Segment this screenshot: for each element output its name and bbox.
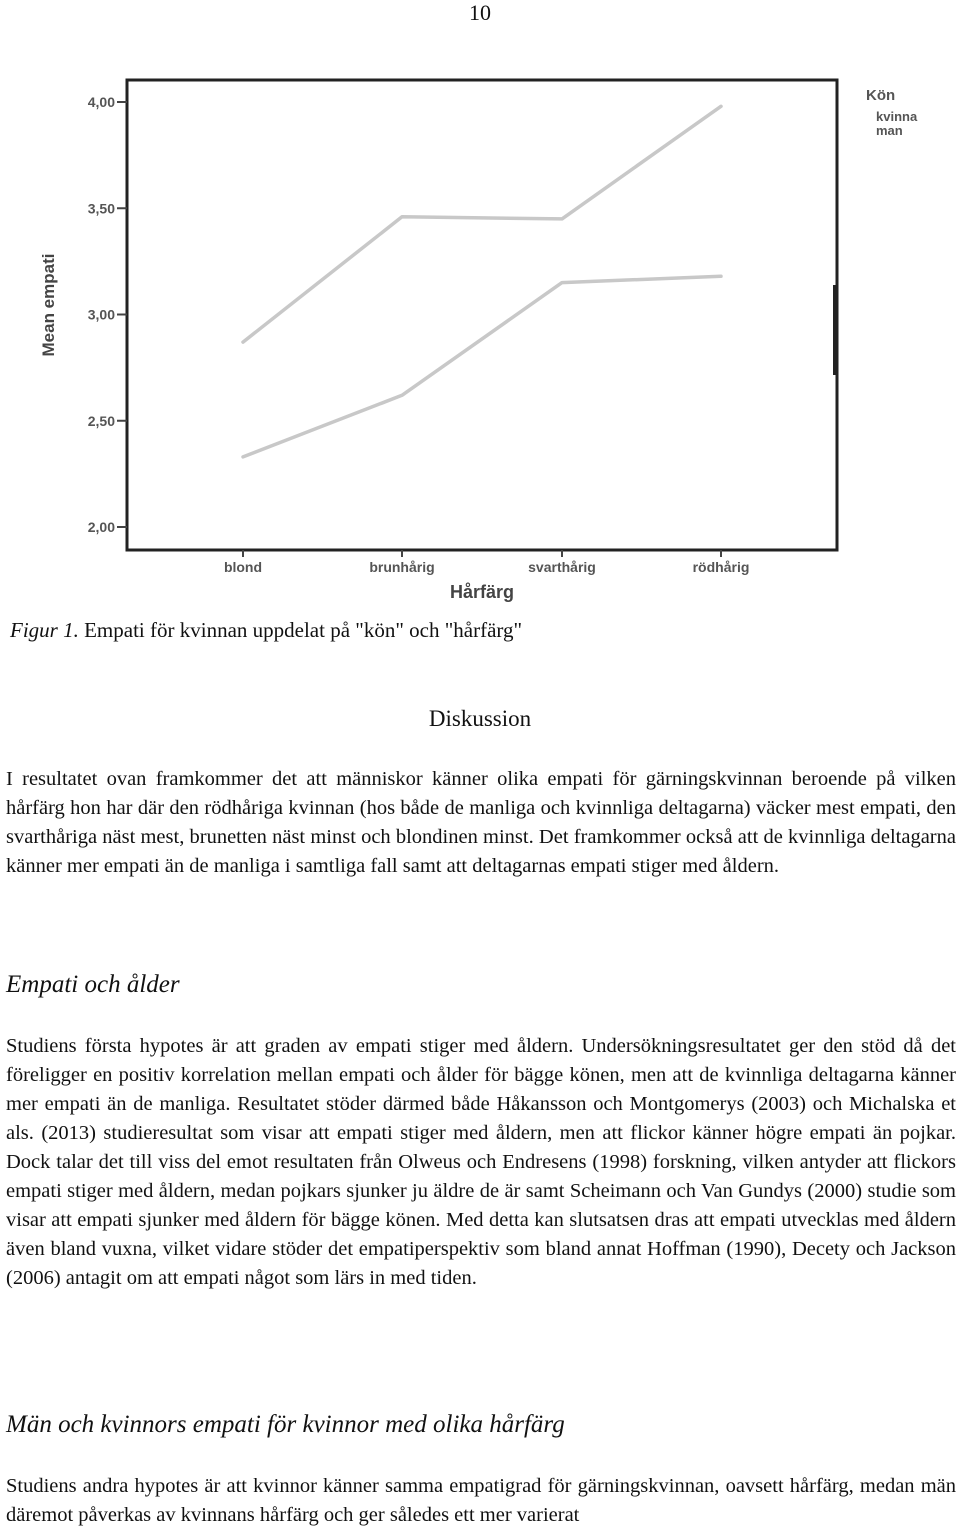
x-tick-label: rödhårig <box>692 559 750 575</box>
y-tick-label: 3,50 <box>87 200 115 217</box>
subheading-empathy-age: Empati och ålder <box>6 971 180 998</box>
line-chart <box>0 0 960 610</box>
y-tick-label: 2,50 <box>87 412 115 429</box>
x-tick-label: blond <box>223 559 263 575</box>
y-tick-label: 3,00 <box>87 306 115 323</box>
paragraph-results-summary: I resultatet ovan framkommer det att människor känner olika empati för gärningskvinnan beroende på vilken hårfärg hon har där den rödhåriga kvinnan (hos både de manliga och kvinnliga deltagarna) väcker mest empati, den svarthåriga näst mest, brunetten näst minst och blondinen minst. Det framkommer också att de kvinnliga deltagarna känner mer empati än de manliga i samtliga fall samt att deltagarnas empati stiger med åldern. <box>6 768 956 877</box>
y-axis-label: Mean empati <box>39 253 58 357</box>
page-number: 10 <box>469 0 491 25</box>
paragraph-empathy-age: Studiens första hypotes är att graden av empati stiger med åldern. Undersökningsresultatet ger den stöd då det föreligger en positiv korrelation mellan empati och ålder för bägge könen, men att de kvinnliga deltagarna känner mer empati än de manliga. Resultatet stöder därmed både Håkansson och Montgomerys (2003) och Michalska et als. (2013) studieresultat som visar att empati stiger med åldern, men att flickor känner högre empati än pojkar. Dock talar det till viss del emot resultaten från Olweus och Endresens (1998) forskning, vilken antyder att flickors empati stiger med åldern, medan pojkars sjunker ju äldre de är samt Scheimann och Van Gundys (2000) studie som visar att empati sjunker med åldern för bägge könen. Med detta kan slutsatsen dras att empati utvecklas med åldern även bland vuxna, vilket vidare stöder det empatiperspektiv som bland annat Hoffman (1990), Decety och Jackson (2006) antagit om att empati något som lärs in med tiden. <box>6 1035 956 1289</box>
figure-caption-text: Empati för kvinnan uppdelat på "kön" och "hårfärg" <box>78 618 523 642</box>
y-tick-label: 4,00 <box>87 94 115 110</box>
legend-title: Kön <box>866 87 896 104</box>
figure-caption <box>10 617 522 643</box>
subheading-men-women-empathy: Män och kvinnors empati för kvinnor med olika hårfärg <box>6 1411 565 1438</box>
section-heading-diskussion: Diskussion <box>428 706 532 731</box>
x-axis-label: Hårfärg <box>449 582 515 602</box>
plot-frame <box>127 80 837 550</box>
paragraph-second-hypothesis: Studiens andra hypotes är att kvinnor känner samma empatigrad för gärningskvinnan, oavsett hårfärg, medan män däremot påverkas av kvinnans hårfärg och ger således ett mer varierat <box>6 1475 956 1526</box>
x-tick-label: svarthårig <box>528 559 596 575</box>
x-tick-label: brunhårig <box>369 559 435 575</box>
figure-label: Figur 1. <box>10 618 79 642</box>
y-tick-label: 2,00 <box>87 519 115 535</box>
legend-entry-man: man <box>876 123 903 138</box>
legend-entry-kvinna: kvinna <box>876 109 918 124</box>
